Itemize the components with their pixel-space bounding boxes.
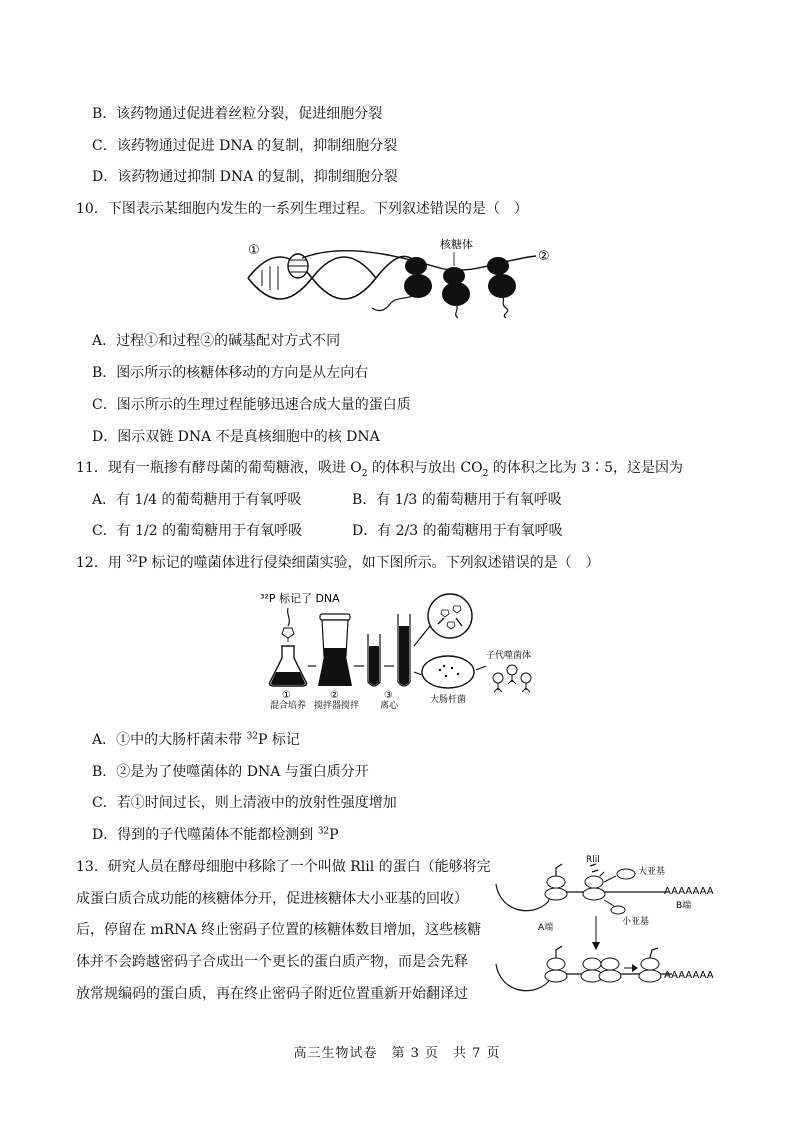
ribosome-1 <box>404 257 432 298</box>
q11-option-c: C．有 1/2 的葡萄糖用于有氧呼吸 <box>92 523 303 539</box>
q12-option-b: B．②是为了使噬菌体的 DNA 与蛋白质分开 <box>92 764 369 780</box>
figure-label-1: ① <box>248 243 260 258</box>
ecoli-view <box>422 656 474 688</box>
dna-strand-1 <box>248 256 420 299</box>
supernatant-view <box>428 594 472 638</box>
step-2-label: 搅拌器搅拌 <box>314 701 360 710</box>
ribosome-top-2 <box>583 864 605 900</box>
dna-strand-2 <box>248 257 376 299</box>
q10-figure-transcription-translation <box>240 230 560 322</box>
small-subunit <box>611 906 625 914</box>
q13-line-5: 放常规编码的蛋白质，再在终止密码子附近位置重新开始翻译过 <box>76 986 468 1002</box>
progeny-phages <box>493 665 531 692</box>
q13-figure-ribosome-recycling <box>492 852 730 1002</box>
step-1-number: ① <box>282 690 291 701</box>
q10-option-c: C．图示所示的生理过程能够迅速合成大量的蛋白质 <box>92 397 411 413</box>
flask-icon <box>270 646 307 686</box>
q9-option-c: C．该药物通过促进 DNA 的复制，抑制细胞分裂 <box>92 138 398 154</box>
large-subunit-label: 大亚基 <box>638 867 666 877</box>
q10-stem: 10．下图表示某细胞内发生的一系列生理过程。下列叙述错误的是（ ） <box>76 201 528 217</box>
step-1-label: 混合培养 <box>270 701 307 710</box>
poly-a-tail-bottom: AAAAAAA <box>664 970 714 981</box>
poly-a-tail-top: AAAAAAA <box>664 886 714 897</box>
polypeptide-1 <box>372 294 416 311</box>
q12-option-a: A．①中的大肠杆菌未带 $^{32}$P 标记 <box>92 731 300 748</box>
q10-option-b: B．图示所示的核糖体移动的方向是从左向右 <box>92 365 369 381</box>
phage-icon <box>282 628 294 642</box>
q10-option-d: D．图示双链 DNA 不是真核细胞中的核 DNA <box>92 429 380 445</box>
q11-option-d: D．有 2/3 的葡萄糖用于有氧呼吸 <box>352 523 563 539</box>
b-end-label: B端 <box>676 901 692 911</box>
page-footer: 高三生物试卷 第 3 页 共 7 页 <box>293 1046 501 1061</box>
q10-option-a: A．过程①和过程②的碱基配对方式不同 <box>92 333 341 349</box>
q12-stem: 12．用 $^{32}$P 标记的噬菌体进行侵染细菌实验，如下图所示。下列叙述错误的是（ ） <box>76 554 600 571</box>
q11-option-b: B．有 1/3 的葡萄糖用于有氧呼吸 <box>352 492 562 508</box>
ribosome-3 <box>487 257 516 298</box>
arrow-right-icon <box>632 964 638 972</box>
q13-line-1: 13．研究人员在酵母细胞中移除了一个叫做 Rlil 的蛋白（能够将完 <box>76 859 491 875</box>
figure-label-2: ② <box>538 249 550 264</box>
rlil-label: Rlil <box>586 855 600 865</box>
q12-figure-phage-experiment <box>250 586 550 710</box>
polypeptide-3 <box>502 296 508 318</box>
ribosome-top-1 <box>545 864 567 900</box>
large-subunit <box>617 869 635 879</box>
q9-option-d: D．该药物通过抑制 DNA 的复制，抑制细胞分裂 <box>92 169 398 185</box>
step-3-label: 离心 <box>380 701 399 710</box>
q11-option-a: A．有 1/4 的葡萄糖用于有氧呼吸 <box>92 492 302 508</box>
blender-icon <box>318 614 352 686</box>
mrna-top <box>496 884 668 911</box>
q11-stem: 11．现有一瓶掺有酵母菌的葡萄糖液，吸进 $O_2$ 的体积与放出 $CO_2$ 的体积之比为 3∶5，这是因为 <box>76 460 684 479</box>
arrow-down-icon <box>592 942 600 950</box>
small-subunit-label: 小亚基 <box>622 917 650 927</box>
polypeptide-2 <box>456 304 458 318</box>
ribosome-2 <box>442 267 470 306</box>
progeny-label: 子代噬菌体 <box>486 651 532 661</box>
step-2-number: ② <box>330 690 339 701</box>
test-tube-2 <box>398 614 410 686</box>
step-3-number: ③ <box>384 690 393 701</box>
ribosome-bottom-4 <box>639 948 661 982</box>
q12-option-c: C．若①时间过长，则上清液中的放射性强度增加 <box>92 795 397 811</box>
test-tube-1 <box>368 634 380 686</box>
q13-line-2: 成蛋白质合成功能的核糖体分开，促进核糖体大小亚基的回收） <box>76 891 468 907</box>
q13-line-3: 后，停留在 mRNA 终止密码子位置的核糖体数目增加，这些核糖 <box>76 922 482 938</box>
ribosome-bottom-3 <box>599 958 621 982</box>
q13-line-4: 体并不会跨越密码子合成出一个更长的蛋白质产物，而是会先释 <box>76 954 468 970</box>
ecoli-label: 大肠杆菌 <box>430 695 467 705</box>
q12-option-d: D．得到的子代噬菌体不能都检测到 $^{32}$P <box>92 826 339 843</box>
ribosome-label: 核糖体 <box>440 238 473 251</box>
a-end-label: A端 <box>538 923 554 933</box>
ribosome-bottom-1 <box>545 946 567 982</box>
dna-label: ³²P 标记了 DNA <box>260 592 340 605</box>
q9-option-b: B．该药物通过促进着丝粒分裂，促进细胞分裂 <box>92 106 383 122</box>
